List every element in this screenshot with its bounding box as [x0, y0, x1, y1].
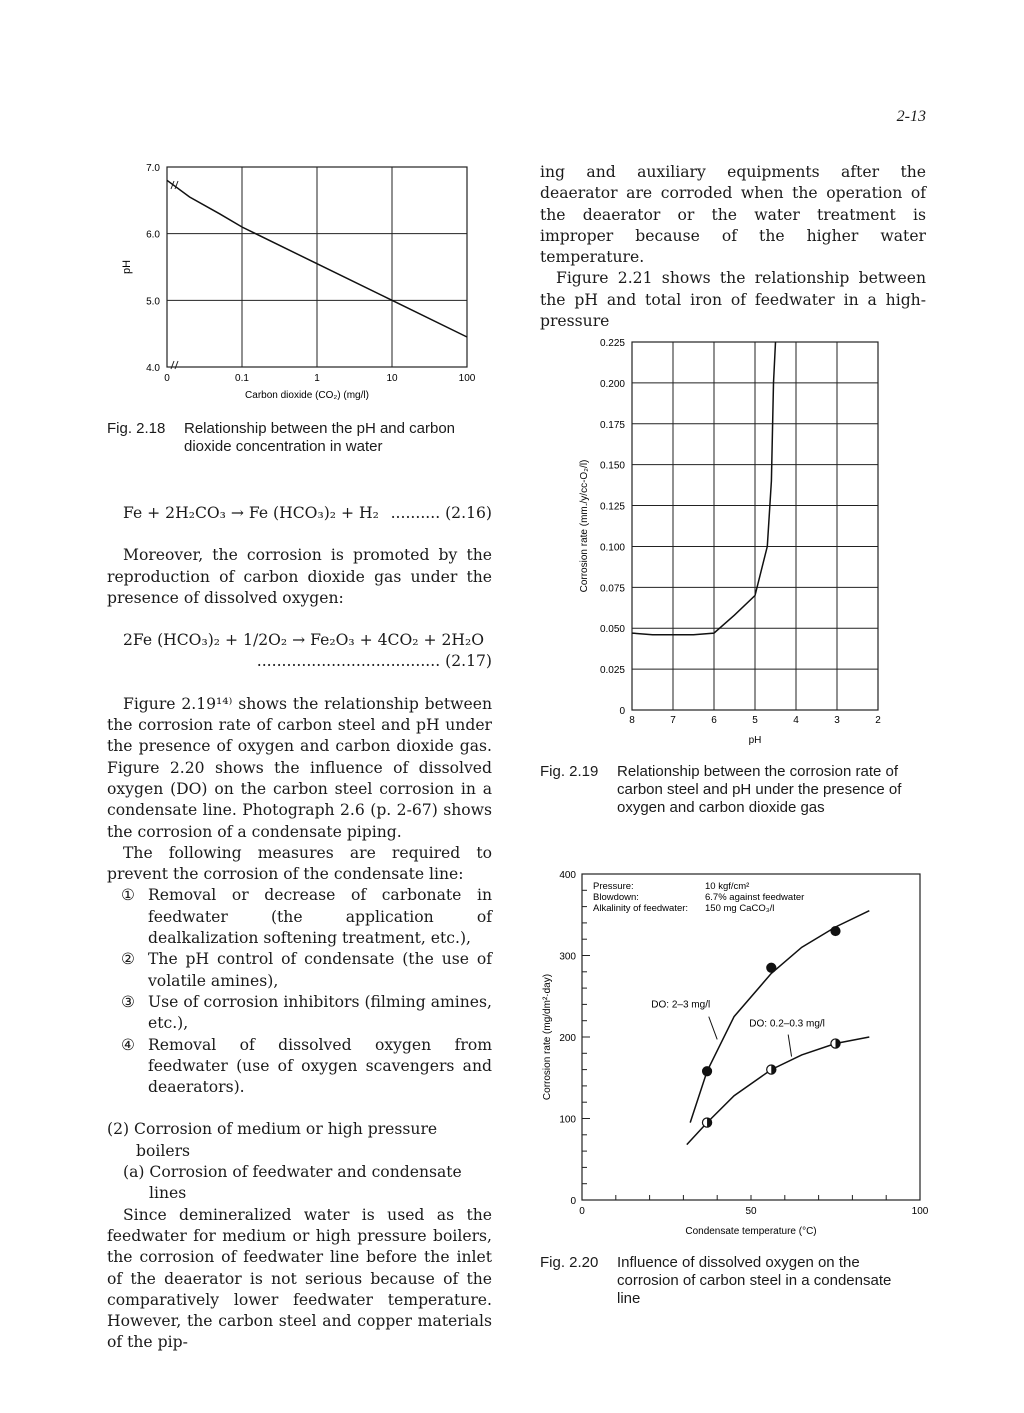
series-curve: [690, 911, 869, 1123]
chart-fig-2-18: [100, 155, 490, 410]
condition-value: 150 mg CaCO₃/l: [705, 903, 775, 914]
x-tick-label: 1: [314, 373, 320, 384]
y-axis-label: Corrosion rate (mg/dm²·day): [542, 973, 553, 1101]
list-text: Removal or decrease of carbonate in feedwater (the application of dealkalization softening treatment, etc.),: [148, 886, 492, 948]
y-tick-label: 0.200: [599, 378, 625, 390]
y-tick-label: 0.150: [599, 460, 625, 472]
y-tick-label: 5.0: [146, 296, 160, 308]
chart-fig-2-20: [535, 862, 935, 1242]
x-tick-label: 3: [834, 715, 840, 726]
equation-2-17: [107, 630, 492, 651]
x-tick-label: 7: [670, 715, 676, 726]
figure-caption: Influence of dissolved oxygen on the corrosion of carbon steel in a condensate line: [617, 1254, 892, 1307]
figure-caption: Relationship between the pH and carbon dioxide concentration in water: [184, 420, 456, 455]
data-point: [767, 1065, 776, 1074]
data-point: [767, 963, 776, 972]
x-tick-label: 2: [875, 715, 881, 726]
paragraph: Figure 2.21 shows the relationship between the pH and total iron of feedwater in a high-pressure: [540, 269, 926, 331]
equation-tag: ..................................... (2.17): [256, 652, 492, 671]
figure-number: Fig. 2.19: [540, 763, 599, 780]
series-label: DO: 0.2–0.3 mg/l: [749, 1018, 825, 1030]
x-tick-label: 10: [386, 373, 398, 384]
y-tick-label: 0.050: [599, 624, 625, 636]
x-tick-label: 4: [793, 715, 799, 726]
x-tick-label: 0.1: [235, 373, 249, 384]
equation-body: Fe + 2H₂CO₃ → Fe (HCO₃)₂ + H₂: [123, 504, 379, 522]
equation-2-16: [107, 503, 492, 524]
label-pointer: [788, 1035, 791, 1057]
data-point: [702, 1118, 711, 1127]
y-tick-label: 300: [559, 951, 576, 963]
list-number: ②: [121, 950, 135, 969]
caption-fig-2-18: [107, 420, 497, 460]
paragraph: The following measures are required to prevent the corrosion of the condensate line:: [107, 843, 492, 884]
list-item: [107, 949, 492, 992]
y-tick-label: 6.0: [146, 229, 160, 241]
list-text: The pH control of condensate (the use of volatile amines),: [148, 950, 492, 990]
y-tick-label: 0.225: [599, 338, 625, 349]
y-tick-label: 0: [619, 706, 625, 717]
y-tick-label: 200: [559, 1033, 576, 1044]
label-pointer: [709, 1017, 717, 1040]
measures-list: [107, 885, 492, 1098]
list-number: ①: [121, 886, 135, 905]
x-tick-label: 100: [911, 1206, 929, 1217]
caption-fig-2-19: [540, 763, 930, 839]
condition-label: Pressure:: [593, 881, 634, 892]
equation-body: 2Fe (HCO₃)₂ + 1/2O₂ → Fe₂O₃ + 4CO₂ + 2H₂O: [123, 631, 485, 650]
x-tick-label: 8: [629, 715, 635, 726]
x-axis-label: pH: [748, 735, 762, 746]
y-tick-label: 7.0: [146, 163, 160, 174]
data-point: [831, 1039, 840, 1048]
list-item: [107, 992, 492, 1035]
y-tick-label: 0: [570, 1196, 576, 1207]
series-label: DO: 2–3 mg/l: [651, 999, 711, 1011]
page-number: 2-13: [896, 108, 926, 125]
y-tick-label: 0.075: [599, 583, 625, 595]
paragraph: Figure 2.19¹⁴⁾ shows the relationship between the corrosion rate of carbon steel and pH under the presence of oxygen and carbon dioxide gas. Figure 2.20 shows the influence of dissolved oxygen (DO) on the carbon steel corrosion in a condensate line. Photograph 2.6 (p. 2-67) shows the corrosion of a condensate piping.: [107, 694, 492, 841]
list-item: [107, 1035, 492, 1099]
condition-label: Alkalinity of feedwater:: [593, 903, 689, 914]
y-tick-label: 100: [559, 1114, 576, 1126]
paragraph: Moreover, the corrosion is promoted by the reproduction of carbon dioxide gas under the presence of dissolved oxygen:: [107, 546, 492, 607]
axis-break-mark: [171, 361, 178, 369]
condition-value: 10 kgf/cm²: [705, 881, 750, 892]
condition-value: 6.7% against feedwater: [705, 892, 805, 903]
series-line: [632, 342, 776, 635]
data-point: [702, 1067, 711, 1076]
y-tick-label: 0.175: [599, 419, 625, 431]
y-tick-label: 0.100: [599, 542, 625, 554]
x-tick-label: 6: [711, 715, 717, 726]
list-text: Use of corrosion inhibitors (filming amines, etc.),: [148, 992, 492, 1033]
y-axis-label: Corrosion rate (mm./y/cc-O₂/l): [579, 459, 590, 593]
y-axis-label: pH: [121, 259, 133, 275]
paragraph: Since demineralized water is used as the feedwater for medium or high pressure boilers, the corrosion of feedwater line before the inlet of the deaerator is not serious because of the comparatively lower feedwater temperature. However, the carbon steel and copper materials of the pip-: [107, 1205, 492, 1352]
x-axis-label: Condensate temperature (°C): [685, 1226, 817, 1237]
figure-caption: Relationship between the corrosion rate of carbon steel and pH under the presence of oxygen and carbon dioxide gas: [617, 763, 902, 816]
list-number: ③: [121, 992, 135, 1011]
y-tick-label: 400: [559, 870, 576, 881]
subsection-heading: (a) Corrosion of feedwater and condensate lines: [123, 1163, 462, 1203]
condition-label: Blowdown:: [593, 892, 639, 903]
y-tick-label: 4.0: [146, 363, 160, 374]
section-heading: (2) Corrosion of medium or high pressure boilers: [107, 1120, 438, 1160]
data-point: [831, 926, 840, 935]
chart-fig-2-19: [570, 330, 890, 750]
caption-fig-2-20: [540, 1254, 930, 1310]
x-axis-label: Carbon dioxide (CO₂) (mg/l): [245, 390, 369, 401]
equation-tag: .......... (2.16): [390, 504, 492, 522]
paragraph: ing and auxiliary equipments after the deaerator are corroded when the operation of the deaerator or the water treatment is improper because of the higher water temperature.: [540, 163, 926, 267]
x-tick-label: 0: [164, 373, 170, 384]
x-tick-label: 50: [745, 1206, 757, 1217]
x-tick-label: 100: [458, 373, 476, 384]
list-number: ④: [121, 1035, 135, 1054]
y-tick-label: 0.125: [599, 501, 625, 513]
right-column-text: [540, 162, 926, 332]
y-tick-label: 0.025: [599, 665, 625, 677]
figure-number: Fig. 2.20: [540, 1254, 599, 1271]
left-column-text: [107, 503, 492, 1354]
list-item: [107, 885, 492, 949]
series-curve: [687, 1037, 870, 1145]
list-text: Removal of dissolved oxygen from feedwater (use of oxygen scavengers and deaerators).: [148, 1035, 492, 1097]
figure-number: Fig. 2.18: [107, 420, 166, 437]
x-tick-label: 0: [579, 1206, 585, 1217]
x-tick-label: 5: [752, 715, 758, 726]
